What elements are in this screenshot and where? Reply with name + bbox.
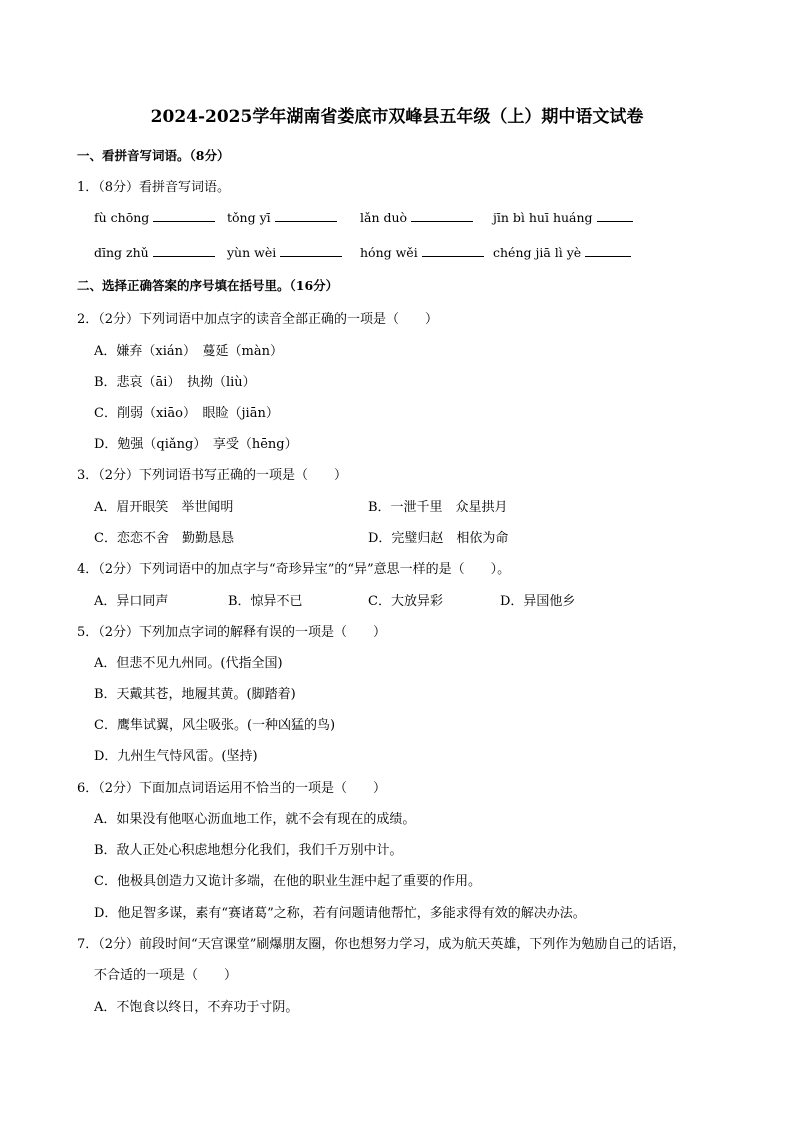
- pinyin-text: hóng wěi: [360, 245, 418, 260]
- answer-blank[interactable]: [422, 244, 484, 257]
- question-2-option-a: A．嫌弃（xián） 蔓延（màn）: [94, 344, 283, 359]
- answer-blank[interactable]: [597, 209, 633, 222]
- answer-blank[interactable]: [153, 209, 215, 222]
- question-6-option-d: D．他足智多谋，素有“赛诸葛”之称，若有问题请他帮忙，多能求得有效的解决办法。: [94, 906, 586, 921]
- answer-blank[interactable]: [280, 244, 342, 257]
- section-heading-1: 一、看拼音写词语。（8分）: [77, 148, 230, 163]
- question-7-option-a: A．不饱食以终日，不弃功于寸阴。: [94, 1000, 299, 1015]
- pinyin-item: [227, 209, 337, 225]
- pinyin-text: lǎn duò: [360, 210, 408, 225]
- question-5-option-d: D．九州生气恃风雷。(坚持): [94, 749, 258, 764]
- pinyin-text: fù chōng: [94, 210, 150, 225]
- question-7-stem: 7．（2分）前段时间“天宫课堂”刷爆朋友圈，你也想努力学习，成为航天英雄，下列作为勉励自己的话语，: [77, 937, 686, 952]
- question-6-stem: 6．（2分）下面加点词语运用不恰当的一项是（ ）: [77, 781, 387, 796]
- pinyin-text: yùn wèi: [227, 245, 277, 260]
- section-heading-2: 二、选择正确答案的序号填在括号里。（16分）: [77, 278, 339, 293]
- question-4-option-b: B．惊异不已: [228, 594, 303, 609]
- question-6-option-c: C．他极具创造力又诡计多端，在他的职业生涯中起了重要的作用。: [94, 874, 481, 889]
- question-2-option-d: D．勉强（qiǎng） 享受（hēng）: [94, 437, 298, 452]
- pinyin-item: [94, 244, 215, 260]
- question-6-option-b: B．敌人正处心积虑地想分化我们，我们千万别中计。: [94, 843, 403, 858]
- question-3-option-d: D．完璧归赵 相依为命: [368, 531, 509, 546]
- question-5-option-a: A．但悲不见九州同。(代指全国): [94, 656, 283, 671]
- question-3-option-c: C．恋恋不舍 勤勤恳恳: [94, 531, 234, 546]
- pinyin-text: dīng zhǔ: [94, 245, 149, 260]
- question-6-option-a: A．如果没有他呕心沥血地工作，就不会有现在的成绩。: [94, 812, 416, 827]
- question-5-option-b: B．天戴其苍，地履其黄。(脚踏着): [94, 687, 296, 702]
- question-3-option-a: A．眉开眼笑 举世闻明: [94, 500, 234, 515]
- question-4-option-d: D．异国他乡: [500, 594, 576, 609]
- question-3-option-b: B．一泄千里 众星拱月: [368, 500, 508, 515]
- answer-blank[interactable]: [585, 244, 631, 257]
- answer-blank[interactable]: [411, 209, 473, 222]
- page-title: 2024-2025学年湖南省娄底市双峰县五年级（上）期中语文试卷: [150, 107, 644, 127]
- pinyin-item: [493, 209, 633, 225]
- question-1: 1．（8分）看拼音写词语。: [77, 180, 231, 195]
- question-4-stem: 4．（2分）下列词语中的加点字与“奇珍异宝”的“异”意思一样的是（ ）。: [77, 562, 511, 577]
- pinyin-item: [360, 244, 484, 260]
- pinyin-text: jīn bì huī huáng: [493, 210, 593, 225]
- pinyin-text: chéng jiā lì yè: [493, 245, 582, 260]
- question-2-option-c: C．削弱（xiāo） 眼睑（jiān）: [94, 406, 279, 421]
- pinyin-text: tǒng yī: [227, 210, 271, 225]
- question-5-option-c: C．鹰隼试翼，风尘吸张。(一种凶猛的鸟): [94, 718, 336, 733]
- pinyin-item: [94, 209, 215, 225]
- pinyin-item: [493, 244, 631, 260]
- question-4-option-a: A．异口同声: [94, 594, 169, 609]
- question-2-option-b: B．悲哀（āi） 执拗（liù）: [94, 375, 256, 390]
- question-5-stem: 5．（2分）下列加点字词的解释有误的一项是（ ）: [77, 625, 387, 640]
- question-7-stem-continued: 不合适的一项是（ ）: [94, 968, 238, 983]
- question-3-stem: 3．（2分）下列词语书写正确的一项是（ ）: [77, 468, 348, 483]
- question-4-option-c: C．大放异彩: [368, 594, 443, 609]
- answer-blank[interactable]: [153, 244, 215, 257]
- question-2-stem: 2．（2分）下列词语中加点字的读音全部正确的一项是（ ）: [77, 312, 439, 327]
- pinyin-item: [227, 244, 342, 260]
- answer-blank[interactable]: [275, 209, 337, 222]
- pinyin-item: [360, 209, 473, 225]
